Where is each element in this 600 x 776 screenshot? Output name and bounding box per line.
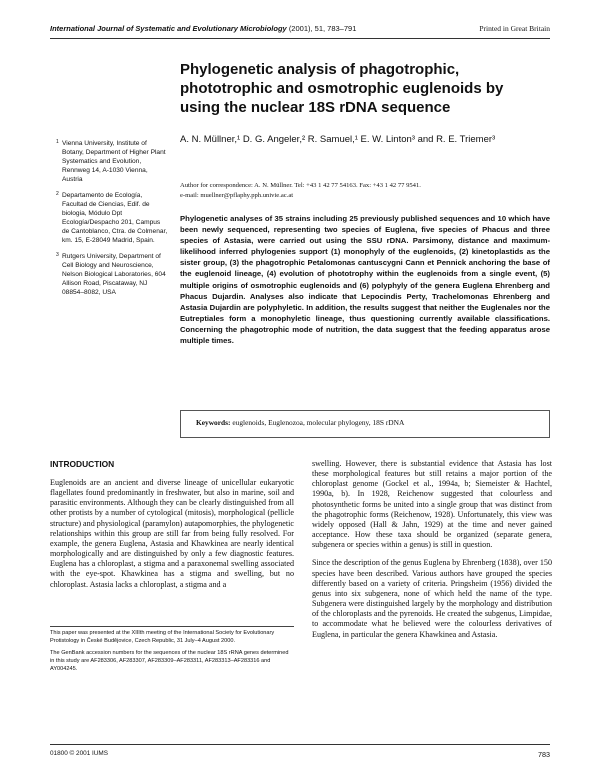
affiliation-number: 1 (56, 139, 59, 145)
affiliation-text: Vienna University, Institute of Botany, Department of Higher Plant Systematics and Evolution, Rennweg 14, A-1030 Vienna, Austria (62, 140, 166, 183)
printed-in: Printed in Great Britain (479, 24, 550, 33)
affiliation-number: 2 (56, 191, 59, 197)
citation-text: (2001), 51, 783–791 (288, 24, 357, 33)
journal-citation (50, 24, 356, 33)
footnote-rule (50, 626, 294, 627)
affiliation-text: Rutgers University, Department of Cell Biology and Neuroscience, Nelson Biological Laboratories, 604 Allison Road, Piscataway, NJ 08854–8082, USA (62, 253, 166, 296)
keywords (196, 418, 536, 427)
introduction-right-column (312, 459, 552, 648)
journal-name: International Journal of Systematic and Evolutionary Microbiology (50, 24, 287, 33)
correspondence (180, 181, 550, 200)
correspondence-contact: Author for correspondence: A. N. Müllner. Tel: +43 1 42 77 54163. Fax: +43 1 42 77 9541. (180, 182, 421, 189)
introduction-paragraph: Since the description of the genus Euglena by Ehrenberg (1838), over 150 species have been described. Various authors have grouped the species differently based on a variety of criteria. Pringsheim (1956) divided the genus into six subgenera, none of which held the name of the type. Subgenera were distinguished largely by the morphology and distribution of the chloroplasts and the pyrenoids. He created the subgenus, Limpidae, to accommodate what he believed were the colourless derivatives of Euglena, in particular the genera Khawkinea and Astasia. (312, 558, 552, 639)
keywords-text: euglenoids, Euglenozoa, molecular phylogeny, 18S rDNA (232, 418, 405, 427)
abstract: Phylogenetic analyses of 35 strains including 25 previously published sequences and 10 which have been newly sequenced, representing two species of Euglena, five species of Phacus and three species of Astasia, were carried out using the SSU rDNA. Parsimony, distance and maximum-likelihood inferred phylogenies support (1) monophyly of the euglenoids, (2) kinetoplastids as the sister group, (3) the phagotrophic Petalomonas cantuscygni Cann et Pennick anchoring the base of the euglenoid lineage, (4) evolution of phototrophy within the euglenoids from a single event, (5) multiple origins of osmotrophic euglenoids and (6) polyphyly of the genera Euglena Ehrenberg and Phacus Dujardin. Analyses also indicate that Lepocindis Perty, Trachelomonas Ehrenberg and Astasia Dujardin are polyphyletic. In addition, the results suggest that neither the Euglenales nor the Eutreptiales form a monophyletic lineage, thus questioning currently available classifications. Concerning the phagotrophic mode of nutrition, the data suggest that the feeding apparatus arose multiple times. (180, 214, 550, 346)
introduction-left-column: Euglenoids are an ancient and diverse lineage of unicellular eukaryotic flagellates found predominantly in freshwater, but also in marine, soil and parasitic environments. Although they can be clearly distinguished from all other protists by a number of cytological (mitosis), morphological (pellicle structure) and physiological (paramylon) autapomorphies, the phylogenetic relationships within this group are still far from being fully resolved. For example, the genera Euglena, Astasia and Khawkinea are nearly identical morphologically and are distinguished by only a few diagnostic features. Euglena has a chloroplast, a stigma and a paraxonemal swelling associated with the eye-spot. Khawkinea has a stigma and swelling, but no chloroplast. Astasia lacks a chloroplast, a stigma and a (50, 478, 294, 589)
affiliation-item (56, 139, 168, 184)
author-list: A. N. Müllner,¹ D. G. Angeler,² R. Samuel,¹ E. W. Linton³ and R. E. Triemer³ (180, 134, 496, 145)
footer-rule (50, 744, 550, 745)
footnote-accession: The GenBank accession numbers for the sequences of the nuclear 18S rRNA genes determined in this study are AF283306, AF283307, AF283309–AF283311, AF283313–AF283316 and AY004245. (50, 649, 289, 672)
footnote-meeting: This paper was presented at the XIIIth meeting of the International Society for Evolutionary Protistology in České Budějovice, Czech Republic, 31 July–4 August 2000. (50, 630, 275, 644)
correspondence-email[interactable]: e-mail: muellner@pflaphy.pph.univie.ac.at (180, 191, 294, 199)
introduction-paragraph: swelling. However, there is substantial evidence that Astasia has lost these morphological features but still retains a major portion of the chloroplast genome (Gockel et al., 1994a, b; Siemeister & Hachtel, 1990a, b). In 1928, Reichenow suggested that colourless and photosynthetic forms be united into a single group that was distinct from the phagotrophic forms (Reichenow, 1928). Unfortunately, this view was widely opposed (Hall & Jahn, 1929) at the time and never gained acceptance. How these taxa should be organized (separate genera, subgenera or species within a genus) is still in question. (312, 459, 552, 550)
section-heading-introduction: INTRODUCTION (50, 459, 115, 469)
page-number: 783 (538, 750, 550, 759)
affiliation-item (56, 191, 168, 245)
copyright: 01800 © 2001 IUMS (50, 750, 108, 757)
affiliations (56, 139, 168, 304)
footnotes (50, 630, 294, 678)
journal-header (50, 24, 550, 33)
keywords-label: Keywords: (196, 418, 231, 427)
paper-title: Phylogenetic analysis of phagotrophic, phototrophic and osmotrophic euglenoids by using the nuclear 18S rDNA sequence (180, 61, 504, 116)
affiliation-item (56, 252, 168, 297)
affiliation-text: Departamento de Ecología, Facultad de Ciencias, Edif. de biologia, Módulo Dpt Ecología/Despacho 201, Campus de Cantoblanco, Ctra. de Colmenar, km. 15, E-28049 Madrid, Spain. (62, 192, 168, 244)
affiliation-number: 3 (56, 252, 59, 258)
header-rule (50, 38, 550, 39)
